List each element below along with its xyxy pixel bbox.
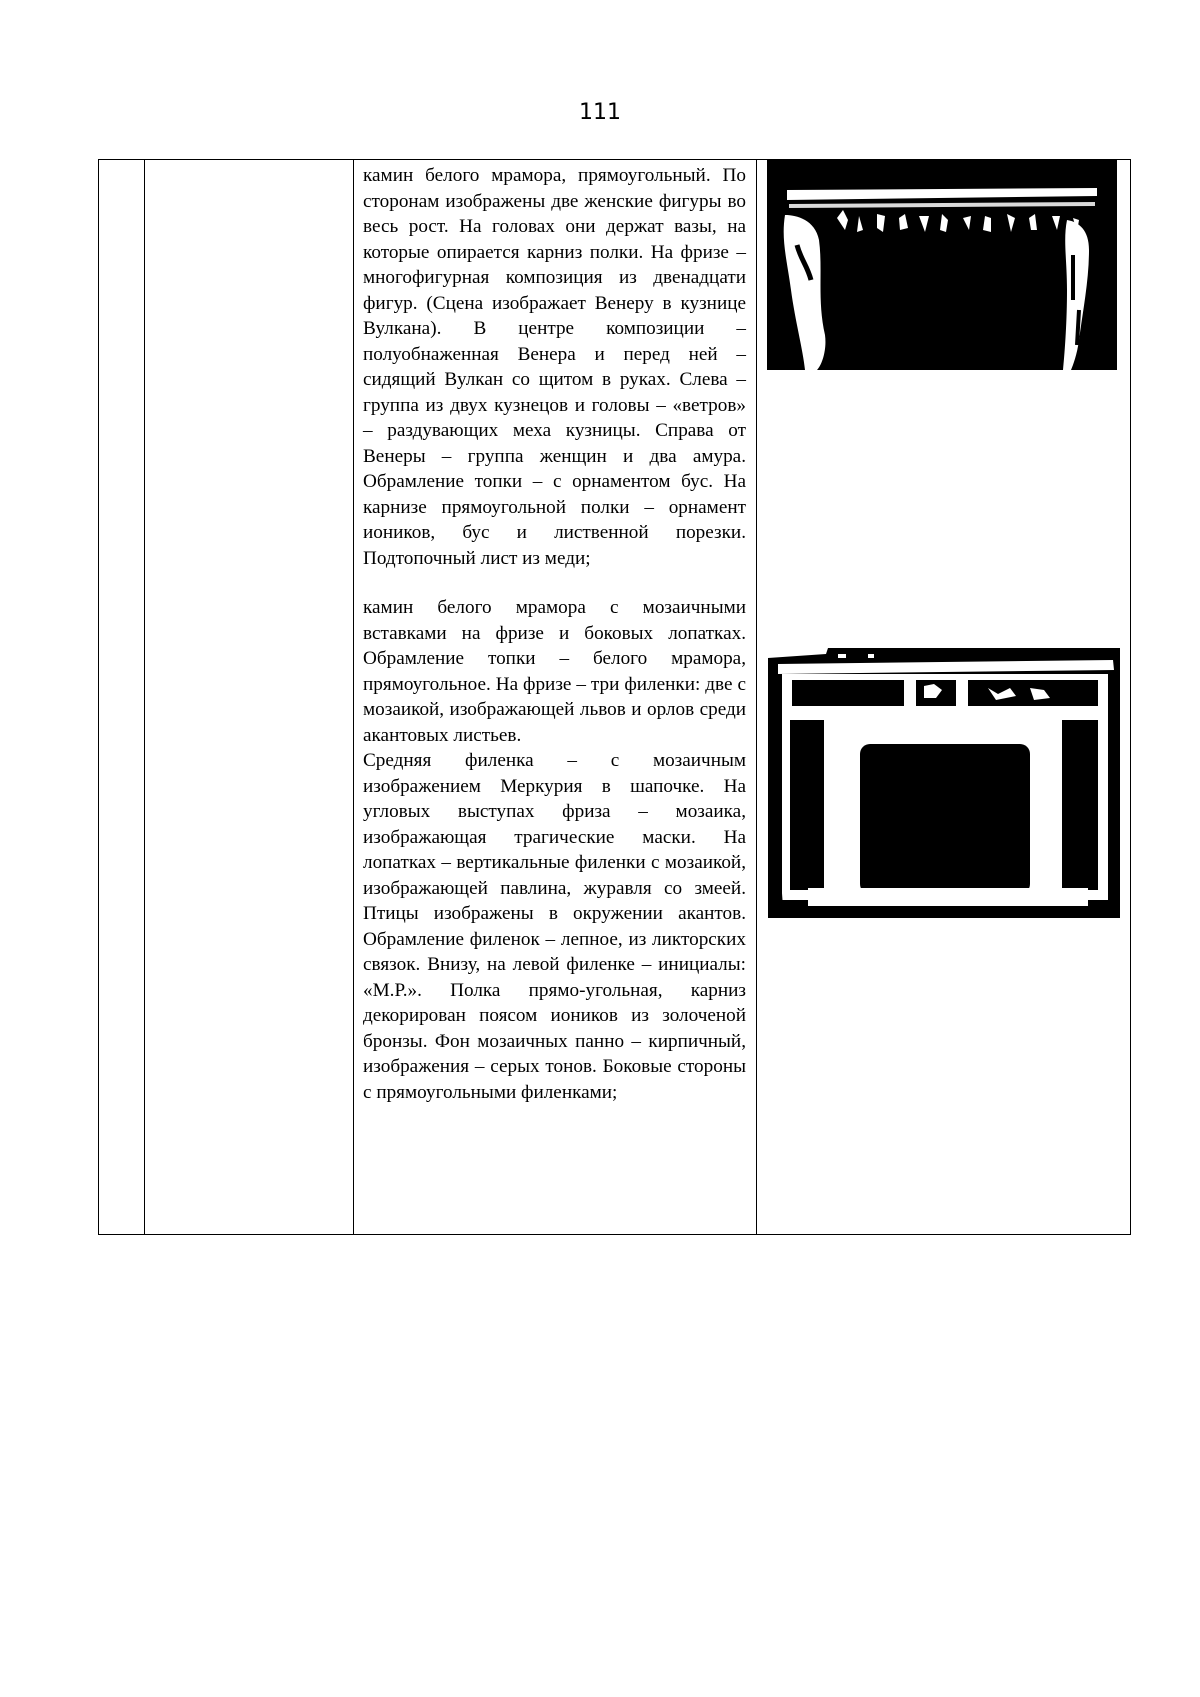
catalog-table [98,159,1131,1235]
description-paragraph: камин белого мрамора, прямоугольный. По сторонам изображены две женские фигуры во весь рост. На головах они держат вазы, на которые опирается карниз полки. На фризе – многофигурная композиция из двенадцати фигур. (Сцена изображает Венеру в кузнице Вулкана). В центре композиции – полуобнаженная Венера и перед ней – сидящий Вулкан со щитом в руках. Слева – группа из двух кузнецов и головы – «ветров» – раздувающих меха кузницы. Справа от Венеры – группа женщин и два амура. Обрамление топки – с орнаментом бус. На карнизе прямоугольной полки – орнамент иоников, бус и лиственной порезки. Подтопочный лист из меди; [363,165,746,569]
page-number: 111 [579,100,621,125]
number-cell [99,160,145,1235]
photo-cell [757,160,1131,1235]
description-item [354,595,756,1105]
fireplace-photo-icon [768,648,1120,918]
description-cell [354,160,757,1235]
fireplace-photo-icon [767,160,1117,370]
description-item [354,160,756,571]
description-paragraph: Средняя филенка – с мозаичным изображением Меркурия в шапочке. На угловых выступах фриза – мозаика, изображающая трагические маски. На лопатках – вертикальные филенки с мозаикой, изображающей павлина, журавля со змеей. Птицы изображены в окружении акантов. Обрамление филенок – лепное, из ликторских связок. Внизу, на левой филенке – инициалы: «М.Р.». Полка прямо-угольная, карниз декорирован поясом иоников из золоченой бронзы. Фон мозаичных панно – кирпичный, изображения – серых тонов. Боковые стороны с прямоугольными филенками; [363,750,746,1103]
name-cell [145,160,354,1235]
table-row [99,160,1131,1235]
description-paragraph: камин белого мрамора с мозаичными вставками на фризе и боковых лопатках. Обрамление топки – белого мрамора, прямоугольное. На фризе – три филенки: две с мозаикой, изображающей львов и орлов среди акантовых листьев. [363,597,746,746]
